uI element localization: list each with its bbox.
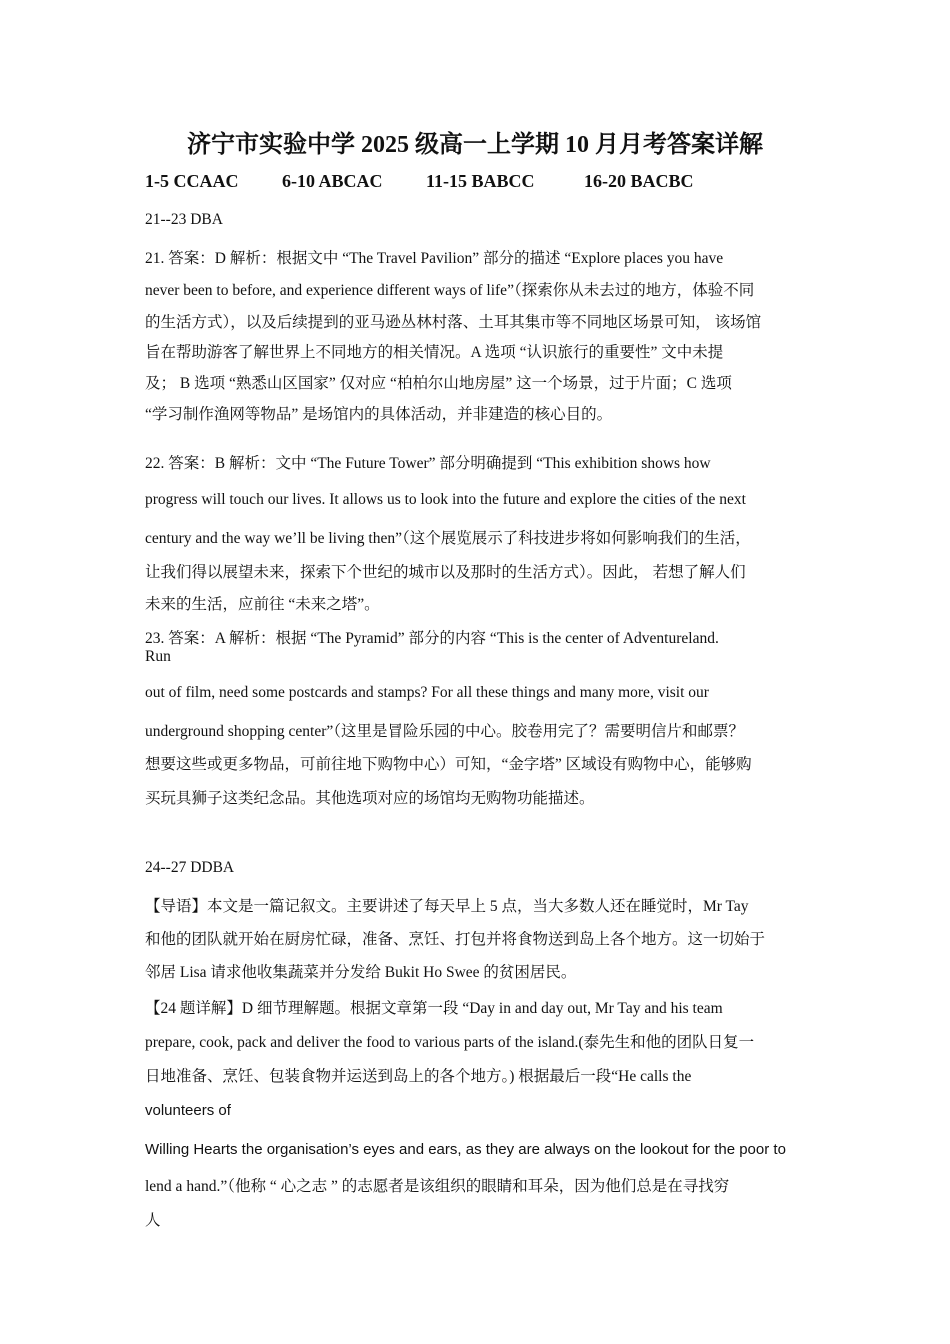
document-title: 济宁市实验中学 2025 级高一上学期 10 月月考答案详解 [187,132,763,158]
q21-line: never been to before, and experience different ways of life”（探索你从未去过的地方，体验不同 [145,282,755,299]
q24-line: lend a hand.”（他称 “ 心之志 ” 的志愿者是该组织的眼睛和耳朵，因为他们总是在寻找穷 [145,1178,730,1195]
q22-line: 未来的生活，应前往 “未来之塔”。 [145,596,380,613]
answer-key-row [145,171,694,192]
q24-line: 人 [145,1212,161,1229]
q24-line: 日地准备、烹饪、包装食物并运送到岛上的各个地方。) 根据最后一段“He calls the [145,1068,692,1085]
q24-line: prepare, cook, pack and deliver the food to various parts of the island.(泰先生和他的团队日复一 [145,1034,755,1051]
q23-line: 买玩具狮子这类纪念品。其他选项对应的场馆均无购物功能描述。 [145,790,595,807]
q21-line: “学习制作渔网等物品” 是场馆内的具体活动，并非建造的核心目的。 [145,406,613,423]
q24-line: volunteers of [145,1102,231,1119]
q21-line: 及； B 选项 “熟悉山区国家” 仅对应 “柏柏尔山地房屋” 这一个场景，过于片面；C 选项 [145,375,732,392]
intro-line: 邻居 Lisa 请求他收集蔬菜并分发给 Bukit Ho Swee 的贫困居民。 [145,964,577,981]
q23-line: out of film, need some postcards and stamps? For all these things and many more, visit our [145,684,709,701]
q23-line: underground shopping center”（这里是冒险乐园的中心。胶卷用完了？需要明信片和邮票？ [145,723,744,740]
intro-line: 【导语】本文是一篇记叙文。主要讲述了每天早上 5 点，当大多数人还在睡觉时，Mr Tay [145,898,749,915]
q23-line: 想要这些或更多物品，可前往地下购物中心）可知，“金字塔” 区域设有购物中心，能够购 [145,756,752,773]
q24-line: Willing Hearts the organisation’s eyes and ears, as they are always on the lookout for the poor to [145,1141,786,1158]
q24-line: 【24 题详解】D 细节理解题。根据文章第一段 “Day in and day out, Mr Tay and his team [145,1000,723,1017]
intro-line: 和他的团队就开始在厨房忙碌，准备、烹饪、打包并将食物送到岛上各个地方。这一切始于 [145,931,766,948]
q21-line: 的生活方式），以及后续提到的亚马逊丛林村落、土耳其集市等不同地区场景可知， 该场馆 [145,314,762,331]
section-range-21-23: 21--23 DBA [145,211,223,228]
q22-line: progress will touch our lives. It allows us to look into the future and explore the cities of the next [145,491,746,508]
answer-key-11-15: 11-15 BABCC [426,171,535,191]
q22-line: 让我们得以展望未来，探索下个世纪的城市以及那时的生活方式）。因此， 若想了解人们 [145,564,746,581]
q23-line: Run [145,648,171,665]
q21-line: 旨在帮助游客了解世界上不同地方的相关情况。A 选项 “认识旅行的重要性” 文中未提 [145,344,724,361]
q21-line: 21. 答案：D 解析：根据文中 “The Travel Pavilion” 部分的描述 “Explore places you have [145,250,724,267]
answer-key-6-10: 6-10 ABCAC [282,171,383,191]
answer-key-16-20: 16-20 BACBC [584,171,694,191]
answer-key-1-5: 1-5 CCAAC [145,171,239,191]
q23-line: 23. 答案：A 解析：根据 “The Pyramid” 部分的内容 “This is the center of Adventureland. [145,630,719,647]
q22-line: 22. 答案：B 解析：文中 “The Future Tower” 部分明确提到 “This exhibition shows how [145,455,711,472]
q22-line: century and the way we’ll be living then”（这个展览展示了科技进步将如何影响我们的生活， [145,530,751,547]
section-range-24-27: 24--27 DDBA [145,859,235,876]
